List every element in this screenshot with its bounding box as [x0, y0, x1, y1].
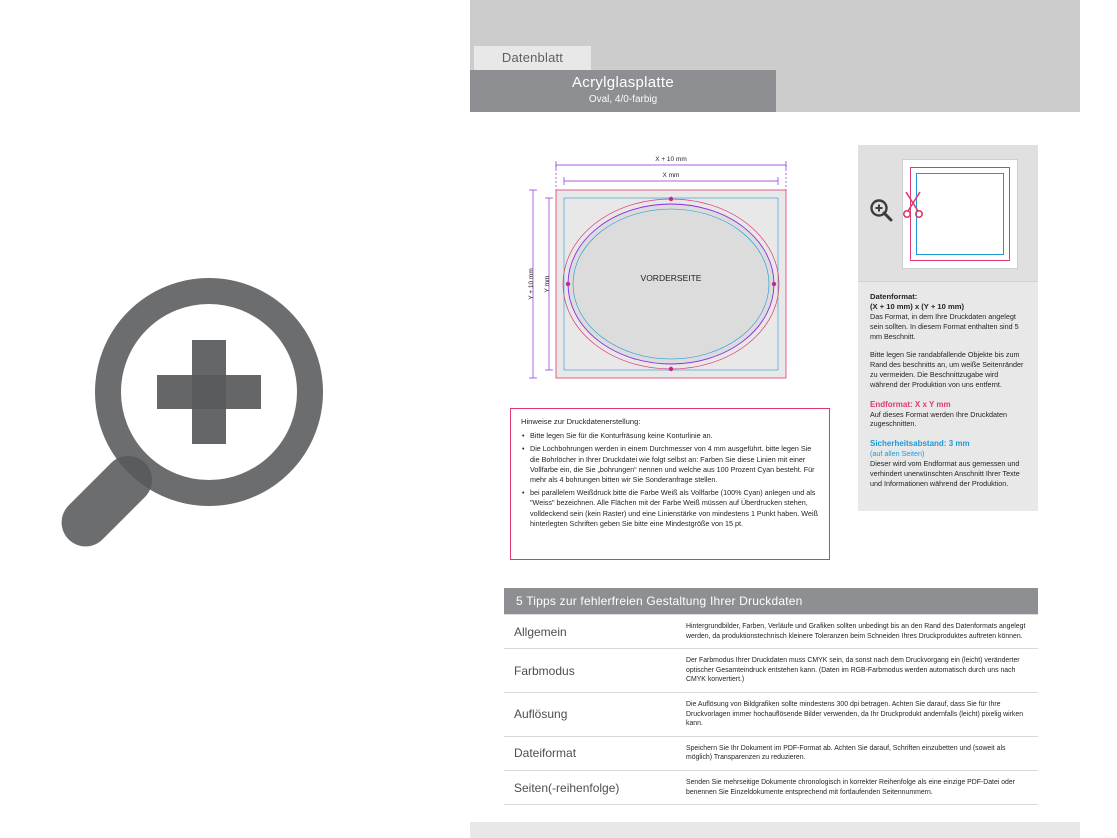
technical-drawing: [516, 150, 836, 395]
end-format-block: [870, 399, 1026, 430]
tips-table: [504, 614, 1038, 805]
data-format-text: Das Format, in dem Ihre Druckdaten angelegt sein sollten. In diesem Format enthalten sind 5 mm Beschnitt.: [870, 312, 1019, 341]
safety-distance-subheading: (auf allen Seiten): [870, 449, 925, 459]
table-row: [504, 736, 1038, 770]
tip-title: Dateiformat: [504, 736, 680, 770]
document-title-block: [470, 70, 776, 112]
tip-text: Speichern Sie Ihr Dokument im PDF-Format ab. Achten Sie darauf, Schriften einzubetten und (soweit als möglich) Transparenzen zu reduzieren.: [680, 736, 1038, 770]
magnifier-plus-icon: [868, 197, 894, 223]
tip-title: Allgemein: [504, 615, 680, 649]
tab-datenblatt[interactable]: Datenblatt: [474, 46, 591, 70]
table-row: [504, 615, 1038, 649]
table-row: [504, 770, 1038, 804]
tip-text: Hintergrundbilder, Farben, Verläufe und Grafiken sollten unbedingt bis an den Rand des Datenformats angelegt werden, da produktionstechnisch kleinere Toleranzen beim Schneiden Ihres Druckproduktes auftreten können.: [680, 615, 1038, 649]
preview-pane: [0, 0, 470, 838]
plus-vertical-bar: [192, 340, 226, 444]
tip-title: Auflösung: [504, 692, 680, 736]
format-info-panel: [858, 145, 1038, 511]
tip-text: Die Auflösung von Bildgrafiken sollte mindestens 300 dpi betragen. Achten Sie darauf, dass Sie für Ihre Druckvorlagen immer hochauflösende Bilder verwenden, da Ihr Druckprodukt andernfalls (leicht) pixelig wirken kann.: [680, 692, 1038, 736]
format-thumbnail: [858, 145, 1038, 282]
scissors-icon: [902, 189, 924, 219]
tips-section-header: 5 Tipps zur fehlerfreien Gestaltung Ihrer Druckdaten: [504, 588, 1038, 614]
tip-text: Senden Sie mehrseitige Dokumente chronologisch in korrekter Reihenfolge als eine einzige PDF-Datei oder benennen Sie Einzeldokumente entsprechend mit fortlaufenden Seitennummern.: [680, 770, 1038, 804]
sheet-right-edge: [1080, 0, 1117, 838]
data-format-heading: Datenformat:: [870, 292, 918, 301]
page-title: Acrylglasplatte: [571, 74, 675, 91]
page-subtitle: Oval, 4/0-farbig: [588, 94, 658, 105]
svg-text:X + 10 mm: X + 10 mm: [655, 156, 687, 163]
safety-distance-heading: Sicherheitsabstand: 3 mm: [870, 439, 970, 449]
magnifier-plus-icon[interactable]: [95, 278, 385, 568]
hint-item: • Bitte legen Sie für die Konturfräsung keine Konturlinie an.: [530, 431, 819, 441]
svg-text:Y mm: Y mm: [544, 275, 551, 293]
print-data-hints-box: [510, 408, 830, 560]
hints-title: Hinweise zur Druckdatenerstellung:: [521, 417, 641, 426]
safety-distance-text: Dieser wird vom Endformat aus gemessen und verhindert unerwünschten Anschnitt Ihrer Texte und Informationen während der Produktion.: [870, 458, 1020, 488]
bleed-note: Bitte legen Sie randabfallende Objekte bis zum Rand des beschnitts an, um weiße Seitenränder zu vermeiden. Die Beschnittzugabe wird während der Produktion von uns entfernt.: [870, 350, 1024, 389]
table-row: [504, 649, 1038, 693]
sheet-bottom-strip: [470, 822, 1080, 838]
svg-text:Y + 10 mm: Y + 10 mm: [528, 268, 535, 300]
format-info-text: [858, 282, 1038, 511]
end-format-text: Auf dieses Format werden Ihre Druckdaten zugeschnitten.: [870, 409, 1008, 429]
hint-item: • bei parallelem Weißdruck bitte die Farbe Weiß als Vollfarbe (100% Cyan) anlegen und als "Weiss" bezeichnen. Alle Flächen mit der Farbe Weiß müssen auf Überdrucken stehen, volldeckend sein (kein Raster) und eine Linienstärke von mindestens 1 Punkt haben. Weiß hinterlegten Schriften geben Sie bitte eine Mindestgröße von 15 pt.: [530, 488, 819, 529]
end-format-heading: Endformat: X x Y mm: [870, 399, 951, 409]
data-format-value: (X + 10 mm) x (Y + 10 mm): [870, 302, 964, 311]
svg-text:VORDERSEITE: VORDERSEITE: [640, 273, 702, 283]
tip-title: Seiten(-reihenfolge): [504, 770, 680, 804]
tip-text: Der Farbmodus Ihrer Druckdaten muss CMYK sein, da sonst nach dem Druckvorgang ein (leicht) veränderter optischer Gesamteindruck entstehen kann. (Daten im RGB-Farbmodus werden automatisch durch uns nach CMYK konvertiert.): [680, 649, 1038, 693]
svg-text:X mm: X mm: [662, 172, 680, 179]
hint-item: • Die Lochbohrungen werden in einem Durchmesser von 4 mm ausgeführt. bitte legen Sie die Bohrlöcher in Ihrer Druckdatei wie folgt selbst an: Farben Sie diese Linien mit einer Vollfarbe ein, die Sie „bohrungen“ nennen und welche aus 100 Prozent Cyan besteht. Für mehr als 4 bohrungen bitten wir Sie Sonderanfrage stellen.: [530, 444, 819, 485]
hints-list: [521, 431, 819, 529]
magnifier-handle: [52, 446, 162, 556]
table-row: [504, 692, 1038, 736]
data-format-block: [870, 292, 1026, 341]
safety-distance-block: [870, 438, 1026, 488]
thumb-safety-frame: [916, 173, 1004, 255]
tip-title: Farbmodus: [504, 649, 680, 693]
